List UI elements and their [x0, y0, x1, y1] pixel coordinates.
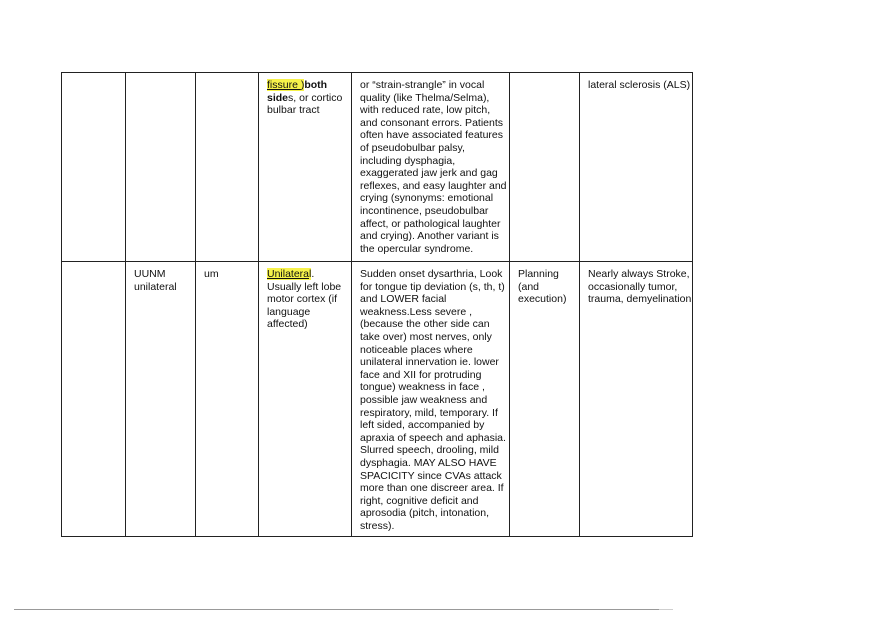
cell-row1-col4 — [259, 73, 352, 262]
highlighted-text-tail: ) — [300, 79, 305, 91]
highlighted-text-tail: l — [309, 268, 312, 280]
cell-row1-col6 — [510, 73, 580, 262]
cell-row2-col3: um — [196, 262, 259, 537]
cell-row2-col6: Planning (and execution) — [510, 262, 580, 537]
cell-row2-col4 — [259, 262, 352, 537]
cell-text: s, or cortico bulbar tract — [267, 91, 343, 117]
cell-row2-col7: Nearly always Stroke, occasionally tumor, trauma, demyelination — [580, 262, 693, 537]
cell-row2-col5: Sudden onset dysarthria, Look for tongue tip deviation (s, th, t) and LOWER facial weakness.Less severe , (because the other side can take over) most nerves, only noticeable places where unilateral innervation ie. lower face and XII for protruding tongue) weakness in face , possible jaw weakness and respiratory, mild, temporary. If left sided, accompanied by apraxia of speech and aphasia. Slurred speech, drooling, mild dysphagia. MAY ALSO HAVE SPACICITY since CVAs attack more than one discreer area. If right, cognitive deficit and aprosodia (pitch, intonation, stress). — [352, 262, 510, 537]
footer-divider-extension — [659, 609, 673, 610]
highlighted-text: Unilatera — [267, 268, 310, 280]
cell-text: . Usually left lobe motor cortex (if language affected) — [267, 268, 342, 331]
table-row — [62, 262, 693, 537]
dysarthria-table — [61, 72, 693, 537]
cell-row1-col3 — [196, 73, 259, 262]
cell-row1-col1 — [62, 73, 126, 262]
cell-row2-col1 — [62, 262, 126, 537]
cell-row1-col7: lateral sclerosis (ALS) — [580, 73, 693, 262]
highlighted-text: fissure — [267, 79, 301, 91]
cell-row1-col5: or “strain-strangle” in vocal quality (like Thelma/Selma), with reduced rate, low pitch, and consonant errors. Patients often have associated features of pseudobulbar palsy, including dysphagia, exaggerated jaw jerk and gag reflexes, and easy laughter and crying (synonyms: emotional incontinence, pseudobulbar affect, or pathological laughter and crying). Another variant is the opercular syndrome. — [352, 73, 510, 262]
cell-row2-col2: UUNM unilateral — [126, 262, 196, 537]
bold-text: both side — [267, 79, 328, 104]
table-row — [62, 73, 693, 262]
footer-divider — [14, 609, 659, 610]
cell-row1-col2 — [126, 73, 196, 262]
